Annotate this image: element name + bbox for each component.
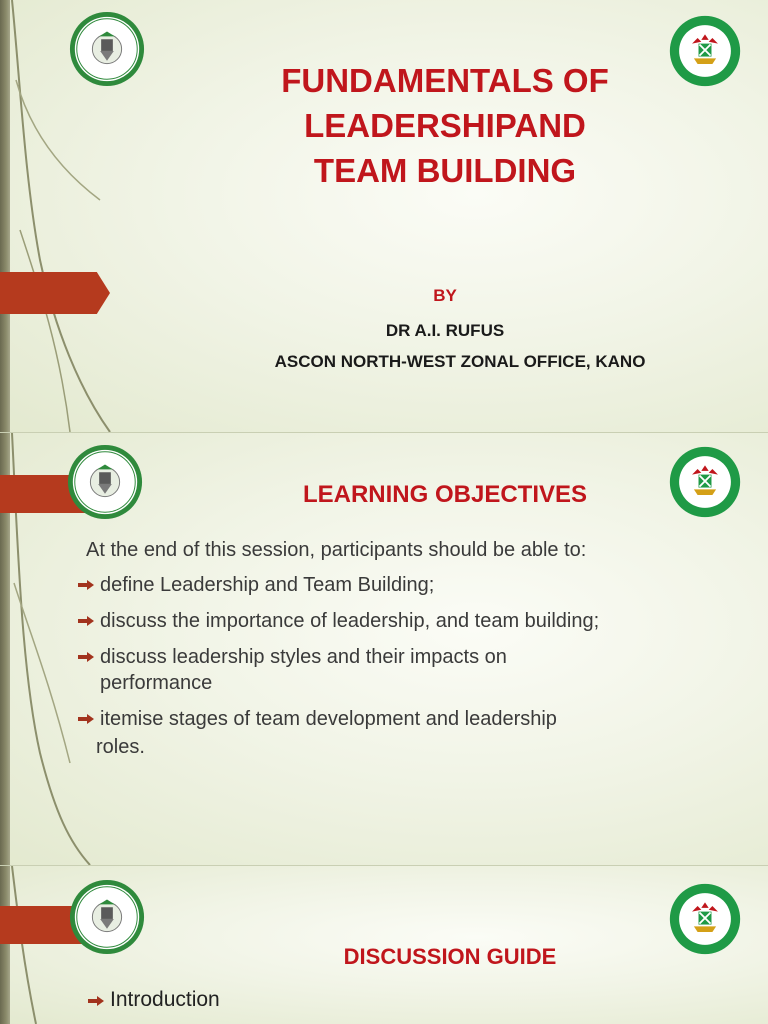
list-continuation: roles. [96, 736, 145, 758]
presentation-title [180, 58, 710, 193]
list-item-text: define Leadership and Team Building; [100, 574, 435, 596]
title-line: TEAM BUILDING [313, 152, 577, 189]
list-item-text: itemise stages of team development and leadership [100, 708, 557, 730]
title-line: FUNDAMENTALS OF [281, 62, 609, 99]
by-label: BY [433, 286, 457, 305]
objectives-slide [0, 432, 768, 865]
author-office: ASCON NORTH-WEST ZONAL OFFICE, KANO [274, 352, 646, 371]
objectives-intro: At the end of this session, participants should be able to: [86, 539, 587, 561]
author-name: DR A.I. RUFUS [385, 321, 505, 340]
list-item [78, 706, 748, 732]
list-item [78, 644, 748, 696]
arrow-bullet-icon [78, 652, 94, 662]
slide-heading: DISCUSSION GUIDE [343, 944, 557, 969]
arrow-bullet-icon [88, 996, 104, 1006]
list-item [88, 986, 220, 1014]
title-slide [0, 0, 768, 432]
list-item-text: discuss the importance of leadership, and team building; [100, 610, 600, 632]
ascon-logo [68, 878, 146, 956]
list-item-text: discuss leadership styles and their impacts on performance [100, 646, 507, 694]
arrow-bullet-icon [78, 714, 94, 724]
ascon-seal-icon [68, 878, 146, 956]
title-line: LEADERSHIPAND [304, 107, 586, 144]
accent-tab [0, 272, 110, 314]
discussion-list [88, 986, 220, 1014]
arrow-bullet-icon [78, 580, 94, 590]
list-item [78, 572, 748, 598]
ascon-logo [68, 10, 146, 88]
arrow-bullet-icon [78, 616, 94, 626]
slide-heading: LEARNING OBJECTIVES [302, 481, 588, 508]
ascon-seal-icon [66, 443, 144, 521]
list-item [78, 608, 748, 634]
ascon-logo [66, 443, 144, 521]
objectives-body [78, 539, 748, 760]
list-item-text: Introduction [110, 988, 220, 1011]
ascon-seal-icon [68, 10, 146, 88]
discussion-slide [0, 865, 768, 1024]
objectives-list [78, 572, 748, 732]
